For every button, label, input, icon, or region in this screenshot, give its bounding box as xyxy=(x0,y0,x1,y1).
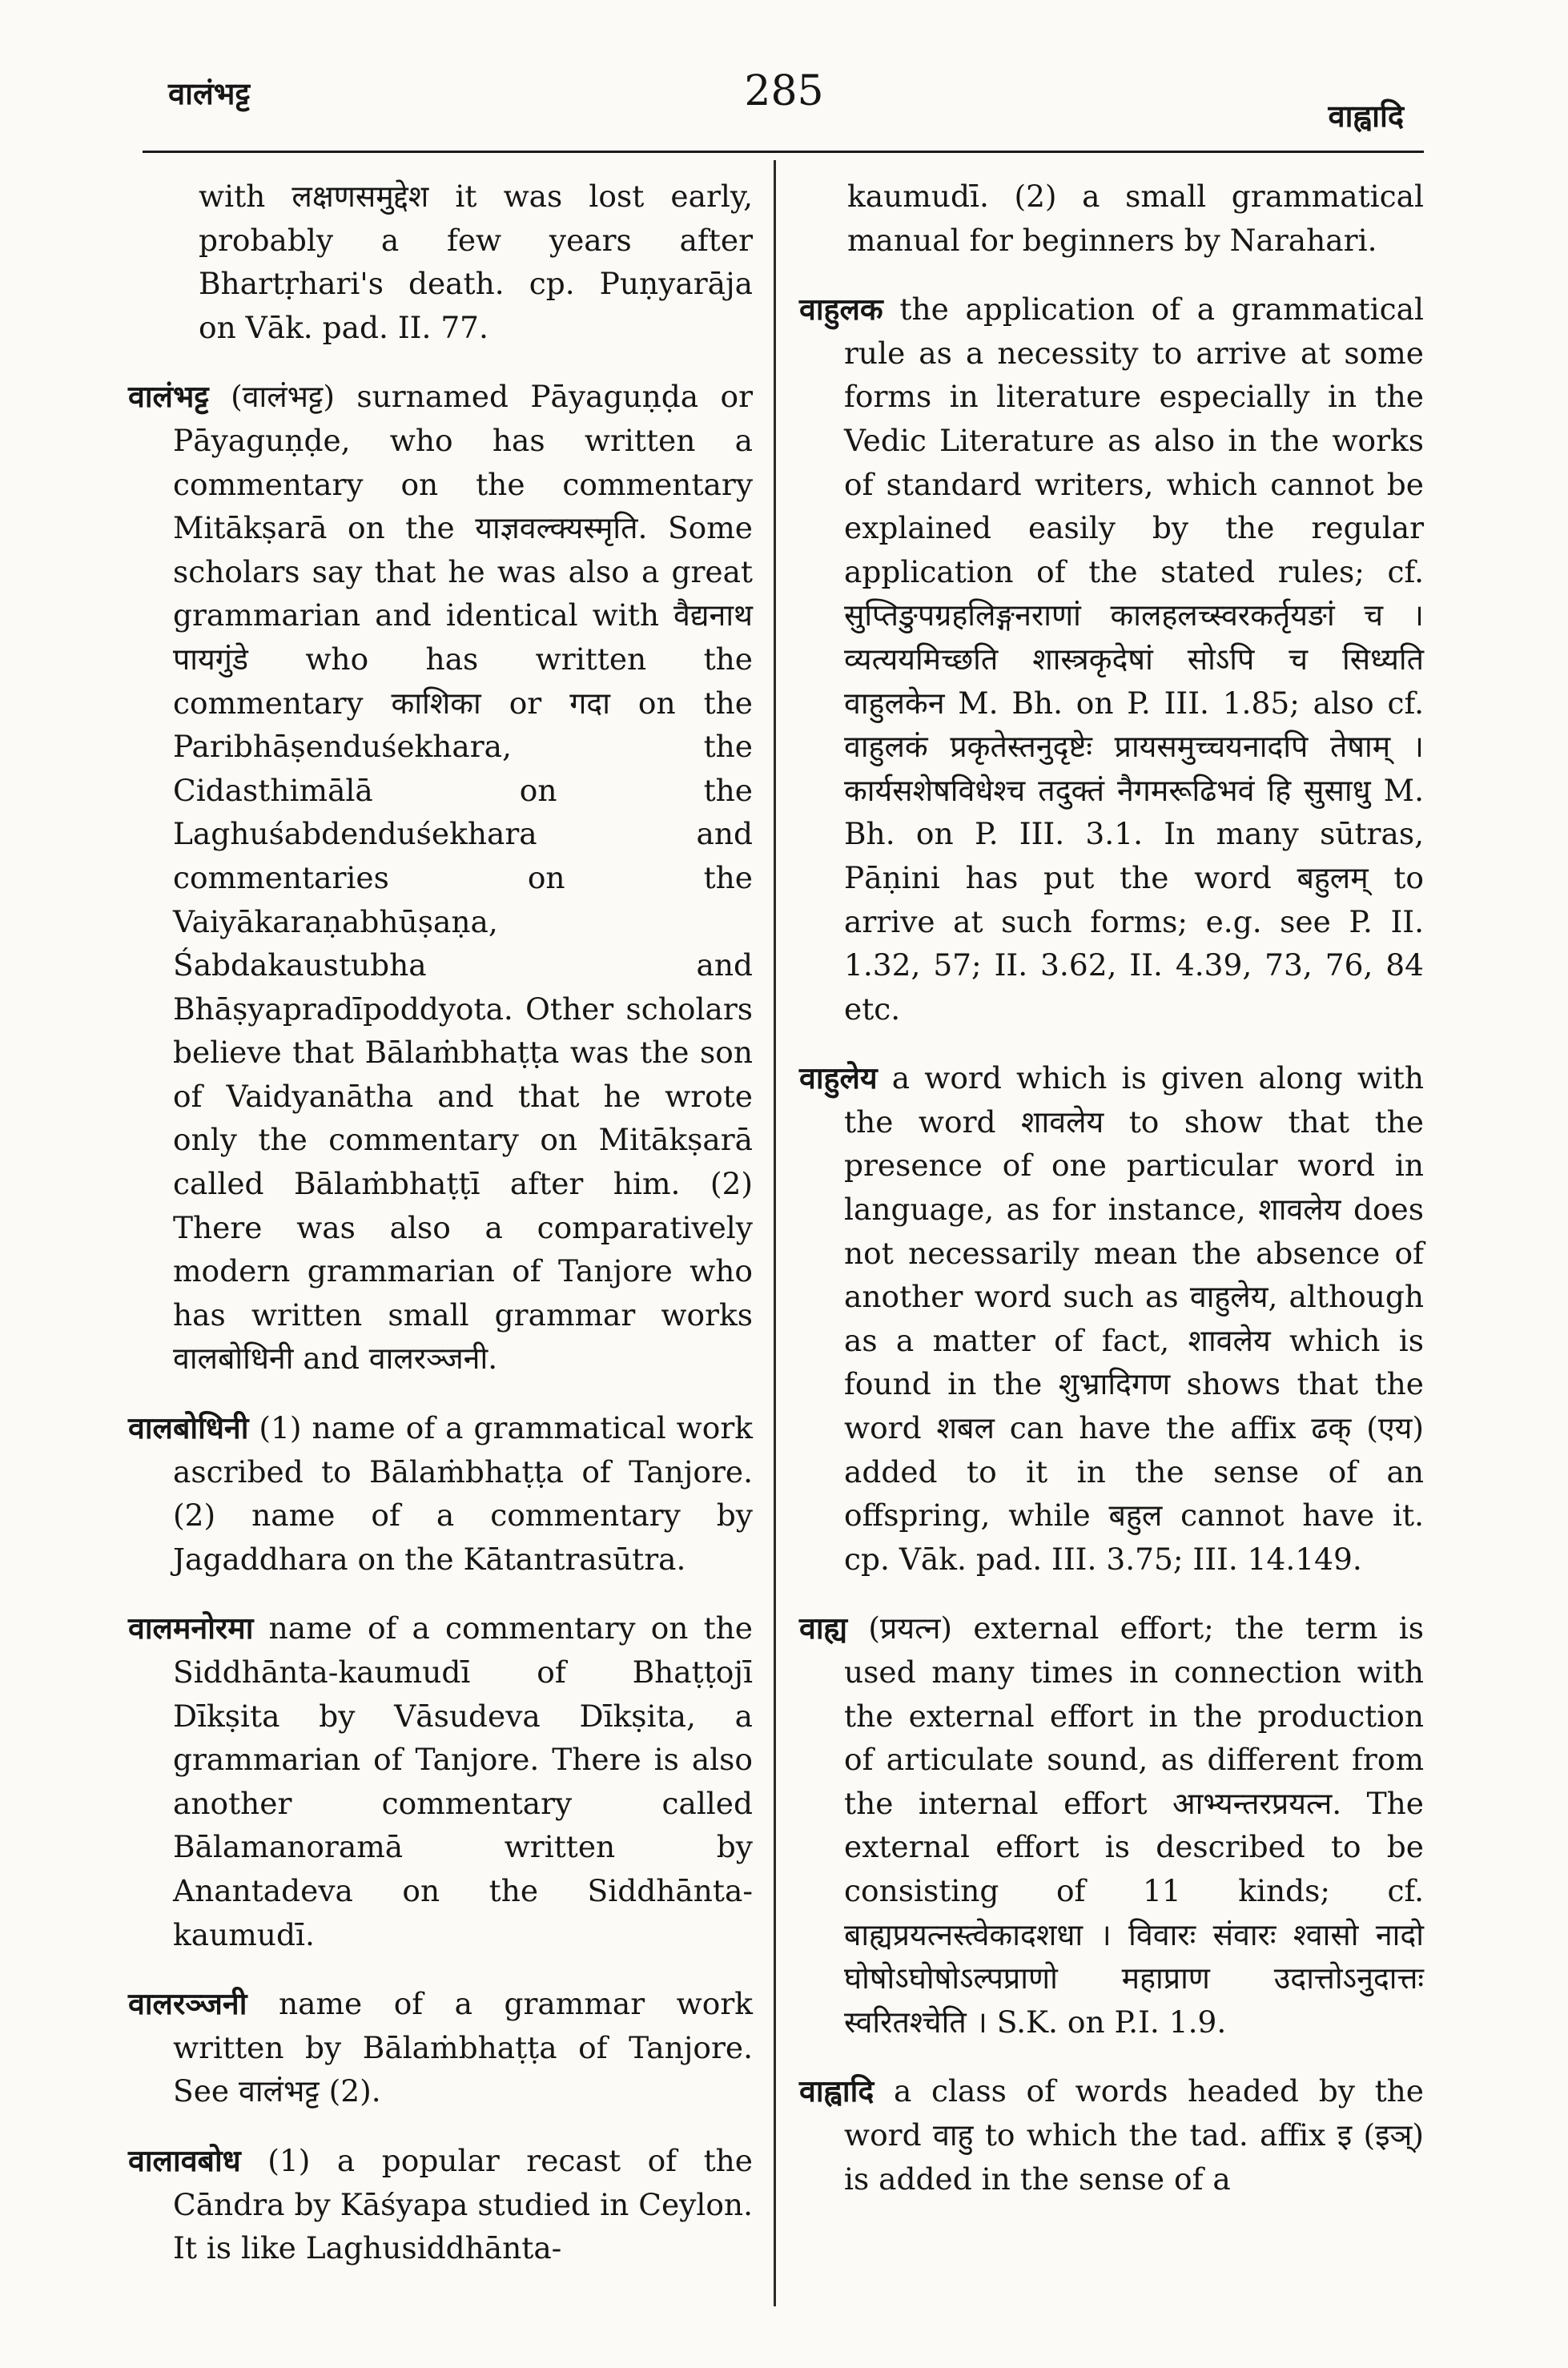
entry-text: name of a commentary on the Siddhānta-kaumudī of Bhaṭṭojī Dīkṣita by Vāsudeva Dīkṣita, a grammarian of Tanjore. There is also another commentary called Bālamanoramā written by Anantadeva on the Siddhānta-kaumudī. xyxy=(173,1610,754,1952)
entry-valavabodha xyxy=(128,2139,753,2270)
left-running-head: वालंभट्ट xyxy=(168,75,251,111)
headword: वालरञ्जनी xyxy=(128,1986,247,2022)
headword: वालबोधिनी xyxy=(128,1410,249,1446)
column-divider xyxy=(774,160,776,2306)
right-running-head: वाह्वादि xyxy=(1328,98,1404,134)
headword: वाहुलेय xyxy=(799,1060,878,1096)
entry-text: (प्रयत्न) external effort; the term is used many times in connection with the external effort in the production of articulate sound, as different from the internal effort आभ्यन्तरप्रयत्न. The external effort is described to be consisting of 11 kinds; cf. बाह्यप्रयत्नस्त्वेकादशधा । विवारः संवारः श्वासो नादो घोषोऽघोषोऽल्पप्राणो महाप्राण उदात्तोऽनुदात्तः स्वरितश्चेति । S.K. on P.I. 1.9. xyxy=(844,1610,1424,2040)
entry-continued xyxy=(799,175,1424,262)
entry-valambhatta xyxy=(128,375,753,1381)
headword: वालमनोरमा xyxy=(128,1610,254,1646)
entry-vahulaka xyxy=(799,287,1424,1031)
right-column xyxy=(799,175,1424,2226)
header-rule xyxy=(143,151,1424,153)
entry-text: a class of words headed by the word वाहु to which the tad. affix इ (इञ्) is added in the sense of a xyxy=(844,2073,1425,2197)
entry-text: (1) a popular recast of the Cāndra by Kāśyapa studied in Ceylon. It is like Laghusiddhānta- xyxy=(173,2142,753,2266)
entry-continued xyxy=(128,175,753,349)
headword: वाह्वादि xyxy=(799,2073,874,2109)
headword: वालंभट्ट xyxy=(128,379,209,415)
entry-vahya xyxy=(799,1606,1424,2044)
entry-text: name of a grammar work written by Bālaṁbhaṭṭa of Tanjore. See वालंभट्ट (2). xyxy=(173,1986,753,2109)
entry-vahvadi xyxy=(799,2069,1424,2201)
headword: वाहुलक xyxy=(799,291,883,328)
page-number: 285 xyxy=(744,67,824,115)
entry-valaranjani xyxy=(128,1982,753,2113)
entry-text: the application of a grammatical rule as a necessity to arrive at some forms in literature especially in the Vedic Literature as also in the works of standard writers, which cannot be explained easily by the regular application of the stated rules; cf. सुप्तिङुपग्रहलिङ्गनराणां कालहलच्स्वरकर्तृयङां च । व्यत्ययमिच्छति शास्त्रकृदेषां सोऽपि च सिध्यति वाहुलकेन M. Bh. on P. III. 1.85; also cf. वाहुलकं प्रकृतेस्तनुदृष्टेः प्रायसमुच्चयनादपि तेषाम् । कार्यसशेषविधेश्च तदुक्तं नैगमरूढिभवं हि सुसाधु M. Bh. on P. III. 3.1. In many sūtras, Pāṇini has put the word बहुलम् to arrive at such forms; e.g. see P. II. 1.32, 57; II. 3.62, II. 4.39, 73, 76, 84 etc. xyxy=(844,291,1425,1027)
entry-text: (1) name of a grammatical work ascribed to Bālaṁbhaṭṭa of Tanjore. (2) name of a commentary by Jagaddhara on the Kātantrasūtra. xyxy=(173,1410,753,1577)
entry-text: kaumudī. (2) a small grammatical manual for beginners by Narahari. xyxy=(847,179,1424,258)
entry-text: with लक्षणसमुद्देश it was lost early, probably a few years after Bhartṛhari's death. cp. Puṇyarāja on Vāk. pad. II. 77. xyxy=(199,179,753,345)
entry-vahuleya xyxy=(799,1056,1424,1581)
page-header xyxy=(0,67,1568,152)
left-column xyxy=(128,175,753,2296)
headword: वाह्य xyxy=(799,1610,848,1646)
headword: वालावबोध xyxy=(128,2142,241,2178)
entry-text: (वालंभट्ट) surnamed Pāyaguṇḍa or Pāyaguṇḍe, who has written a commentary on the commentary Mitākṣarā on the याज्ञवल्क्यस्मृति. Some scholars say that he was also a great grammarian and identical with वैद्यनाथ पायगुंडे who has written the commentary काशिका or गदा on the Paribhāṣenduśekhara, the Cidasthimālā on the Laghuśabdenduśekhara and commentaries on the Vaiyākaraṇabhūṣaṇa, Śabdakaustubha and Bhāṣyapradīpoddyota. Other scholars believe that Bālaṁbhaṭṭa was the son of Vaidyanātha and that he wrote only the commentary on Mitākṣarā called Bālaṁbhaṭṭī after him. (2) There was also a comparatively modern grammarian of Tanjore who has written small grammar works वालबोधिनी and वालरञ्जनी. xyxy=(173,379,753,1377)
entry-valabodhini xyxy=(128,1406,753,1581)
entry-valamanorama xyxy=(128,1606,753,1956)
entry-text: a word which is given along with the word शावलेय to show that the presence of one particular word in language, as for instance, शावलेय does not necessarily mean the absence of another word such as वाहुलेय, although as a matter of fact, शावलेय which is found in the शुभ्रादिगण shows that the word शबल can have the affix ढक् (एय) added to it in the sense of an offspring, while बहुल cannot have it. cp. Vāk. pad. III. 3.75; III. 14.149. xyxy=(844,1060,1425,1577)
